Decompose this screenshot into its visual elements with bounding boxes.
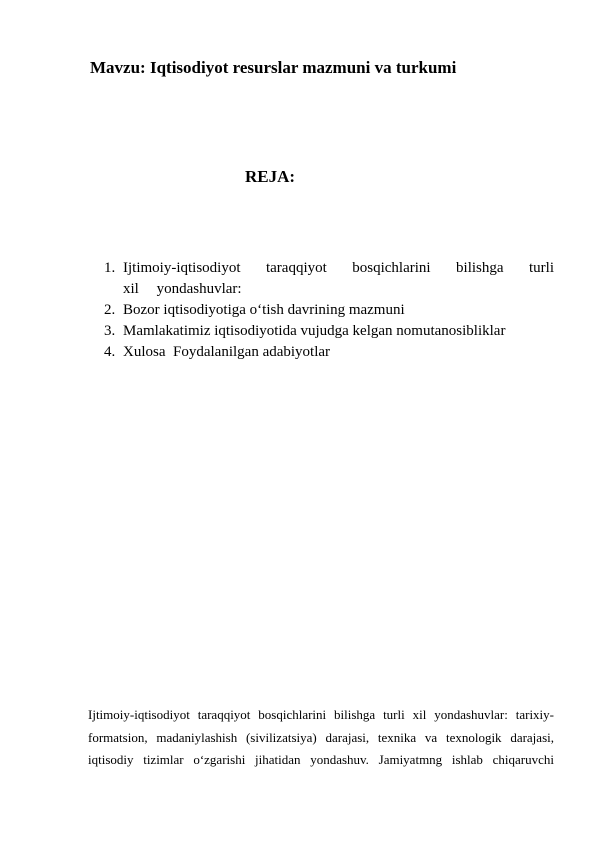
plan-item-number: 2. (104, 302, 116, 318)
plan-item-text: Mamlakatimiz iqtisodiyotida vujudga kelgan nomutanosibliklar (123, 323, 506, 339)
plan-item (104, 321, 554, 342)
plan-item (104, 258, 554, 300)
plan-list (104, 258, 554, 363)
plan-item-number: 4. (104, 344, 116, 360)
document-title: Mavzu: Iqtisodiyot resurslar mazmuni va turkumi (90, 58, 457, 77)
plan-item (104, 300, 554, 321)
plan-item-text: Ijtimoiy-iqtisodiyot taraqqiyot bosqichlarini bilishga turli xil yondashuvlar: (123, 260, 554, 297)
plan-item-text: Xulosa Foydalanilgan adabiyotlar (123, 344, 331, 360)
plan-heading: REJA: (245, 167, 296, 186)
plan-item-text: Bozor iqtisodiyotiga o‘tish davrining mazmuni (123, 302, 405, 318)
plan-item-number: 3. (104, 323, 116, 339)
body-paragraph: Ijtimoiy-iqtisodiyot taraqqiyot bosqichlarini bilishga turli xil yondashuvlar: tarixiy-formatsion, madaniylashish (sivilizatsiya) darajasi, texnika va texnologik darajasi, iqtisodiy tizimlar o‘zgarishi jihatidan yondashuv. Jamiyatmng ishlab chiqaruvchi (88, 707, 554, 767)
plan-item-number: 1. (104, 260, 116, 276)
plan-item (104, 342, 554, 363)
